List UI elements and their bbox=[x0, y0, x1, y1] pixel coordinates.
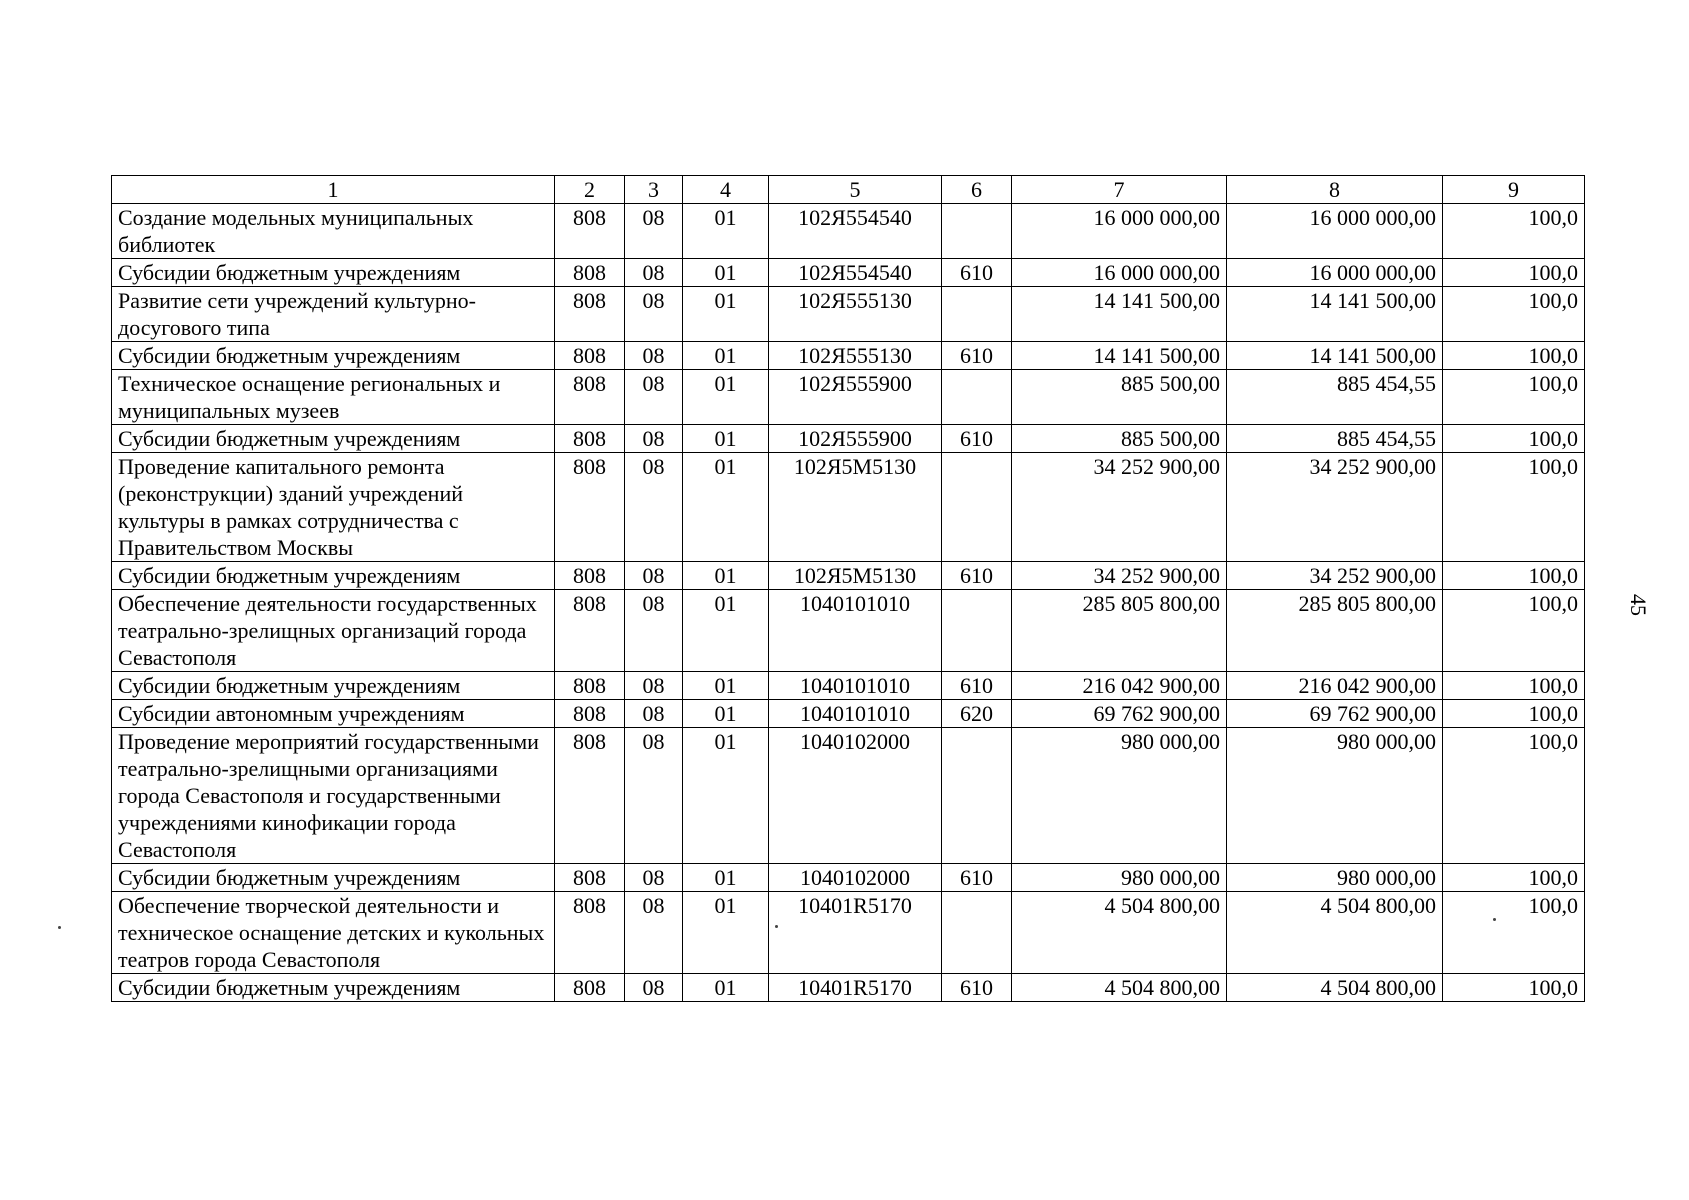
target-item-cell: 102Я555130 bbox=[769, 342, 942, 370]
section-cell: 08 bbox=[625, 204, 683, 259]
target-item-cell: 102Я555900 bbox=[769, 370, 942, 425]
expense-type-cell bbox=[942, 204, 1012, 259]
row-name-cell: Обеспечение творческой деятельности и техническое оснащение детских и кукольных театров города Севастополя bbox=[112, 892, 555, 974]
section-cell: 08 bbox=[625, 259, 683, 287]
target-item-cell: 102Я554540 bbox=[769, 204, 942, 259]
header-row bbox=[112, 176, 1585, 204]
scan-speck bbox=[1493, 918, 1496, 921]
header-cell: 4 bbox=[683, 176, 769, 204]
row-name-cell: Субсидии бюджетным учреждениям bbox=[112, 259, 555, 287]
target-item-cell: 1040102000 bbox=[769, 864, 942, 892]
row-name-cell: Субсидии автономным учреждениям bbox=[112, 700, 555, 728]
expense-type-cell bbox=[942, 892, 1012, 974]
target-item-cell: 1040102000 bbox=[769, 728, 942, 864]
percent-cell: 100,0 bbox=[1443, 370, 1585, 425]
actual-amount-cell: 216 042 900,00 bbox=[1227, 672, 1443, 700]
row-name-cell: Субсидии бюджетным учреждениям bbox=[112, 974, 555, 1002]
section-cell: 08 bbox=[625, 672, 683, 700]
row-name-cell: Развитие сети учреждений культурно-досугового типа bbox=[112, 287, 555, 342]
table-row bbox=[112, 453, 1585, 562]
subsection-cell: 01 bbox=[683, 287, 769, 342]
section-cell: 08 bbox=[625, 590, 683, 672]
header-cell: 7 bbox=[1012, 176, 1227, 204]
expense-type-cell bbox=[942, 728, 1012, 864]
expense-type-cell bbox=[942, 590, 1012, 672]
target-item-cell: 102Я5М5130 bbox=[769, 562, 942, 590]
table-row bbox=[112, 672, 1585, 700]
section-cell: 08 bbox=[625, 864, 683, 892]
expense-type-cell bbox=[942, 370, 1012, 425]
planned-amount-cell: 69 762 900,00 bbox=[1012, 700, 1227, 728]
target-item-cell: 102Я5М5130 bbox=[769, 453, 942, 562]
subsection-cell: 01 bbox=[683, 974, 769, 1002]
actual-amount-cell: 4 504 800,00 bbox=[1227, 974, 1443, 1002]
header-cell: 1 bbox=[112, 176, 555, 204]
header-cell: 5 bbox=[769, 176, 942, 204]
admin-code-cell: 808 bbox=[555, 287, 625, 342]
subsection-cell: 01 bbox=[683, 370, 769, 425]
admin-code-cell: 808 bbox=[555, 370, 625, 425]
target-item-cell: 10401R5170 bbox=[769, 892, 942, 974]
planned-amount-cell: 14 141 500,00 bbox=[1012, 287, 1227, 342]
expense-type-cell: 610 bbox=[942, 672, 1012, 700]
expense-type-cell: 610 bbox=[942, 974, 1012, 1002]
admin-code-cell: 808 bbox=[555, 259, 625, 287]
subsection-cell: 01 bbox=[683, 700, 769, 728]
table-row bbox=[112, 342, 1585, 370]
row-name-cell: Проведение капитального ремонта (реконструкции) зданий учреждений культуры в рамках сотрудничества с Правительством Москвы bbox=[112, 453, 555, 562]
section-cell: 08 bbox=[625, 892, 683, 974]
section-cell: 08 bbox=[625, 287, 683, 342]
actual-amount-cell: 34 252 900,00 bbox=[1227, 562, 1443, 590]
target-item-cell: 1040101010 bbox=[769, 590, 942, 672]
header-cell: 3 bbox=[625, 176, 683, 204]
subsection-cell: 01 bbox=[683, 672, 769, 700]
target-item-cell: 1040101010 bbox=[769, 672, 942, 700]
actual-amount-cell: 16 000 000,00 bbox=[1227, 204, 1443, 259]
section-cell: 08 bbox=[625, 728, 683, 864]
percent-cell: 100,0 bbox=[1443, 728, 1585, 864]
subsection-cell: 01 bbox=[683, 728, 769, 864]
row-name-cell: Субсидии бюджетным учреждениям bbox=[112, 425, 555, 453]
table-row bbox=[112, 562, 1585, 590]
table-row bbox=[112, 864, 1585, 892]
percent-cell: 100,0 bbox=[1443, 974, 1585, 1002]
row-name-cell: Обеспечение деятельности государственных театрально-зрелищных организаций города Севастополя bbox=[112, 590, 555, 672]
planned-amount-cell: 34 252 900,00 bbox=[1012, 562, 1227, 590]
planned-amount-cell: 4 504 800,00 bbox=[1012, 892, 1227, 974]
section-cell: 08 bbox=[625, 370, 683, 425]
planned-amount-cell: 14 141 500,00 bbox=[1012, 342, 1227, 370]
percent-cell: 100,0 bbox=[1443, 562, 1585, 590]
section-cell: 08 bbox=[625, 700, 683, 728]
percent-cell: 100,0 bbox=[1443, 259, 1585, 287]
table-row bbox=[112, 287, 1585, 342]
section-cell: 08 bbox=[625, 562, 683, 590]
row-name-cell: Создание модельных муниципальных библиотек bbox=[112, 204, 555, 259]
subsection-cell: 01 bbox=[683, 892, 769, 974]
admin-code-cell: 808 bbox=[555, 590, 625, 672]
actual-amount-cell: 16 000 000,00 bbox=[1227, 259, 1443, 287]
percent-cell: 100,0 bbox=[1443, 453, 1585, 562]
table-row bbox=[112, 259, 1585, 287]
admin-code-cell: 808 bbox=[555, 728, 625, 864]
planned-amount-cell: 34 252 900,00 bbox=[1012, 453, 1227, 562]
section-cell: 08 bbox=[625, 425, 683, 453]
planned-amount-cell: 216 042 900,00 bbox=[1012, 672, 1227, 700]
percent-cell: 100,0 bbox=[1443, 342, 1585, 370]
actual-amount-cell: 980 000,00 bbox=[1227, 864, 1443, 892]
subsection-cell: 01 bbox=[683, 259, 769, 287]
percent-cell: 100,0 bbox=[1443, 700, 1585, 728]
admin-code-cell: 808 bbox=[555, 864, 625, 892]
section-cell: 08 bbox=[625, 342, 683, 370]
target-item-cell: 102Я554540 bbox=[769, 259, 942, 287]
expense-type-cell: 610 bbox=[942, 425, 1012, 453]
row-name-cell: Субсидии бюджетным учреждениям bbox=[112, 342, 555, 370]
admin-code-cell: 808 bbox=[555, 204, 625, 259]
actual-amount-cell: 69 762 900,00 bbox=[1227, 700, 1443, 728]
subsection-cell: 01 bbox=[683, 590, 769, 672]
actual-amount-cell: 885 454,55 bbox=[1227, 370, 1443, 425]
admin-code-cell: 808 bbox=[555, 453, 625, 562]
target-item-cell: 1040101010 bbox=[769, 700, 942, 728]
subsection-cell: 01 bbox=[683, 562, 769, 590]
actual-amount-cell: 885 454,55 bbox=[1227, 425, 1443, 453]
row-name-cell: Техническое оснащение региональных и муниципальных музеев bbox=[112, 370, 555, 425]
actual-amount-cell: 285 805 800,00 bbox=[1227, 590, 1443, 672]
admin-code-cell: 808 bbox=[555, 700, 625, 728]
scan-speck bbox=[775, 925, 778, 928]
actual-amount-cell: 980 000,00 bbox=[1227, 728, 1443, 864]
table-row bbox=[112, 728, 1585, 864]
admin-code-cell: 808 bbox=[555, 425, 625, 453]
row-name-cell: Субсидии бюджетным учреждениям bbox=[112, 864, 555, 892]
expense-type-cell: 610 bbox=[942, 562, 1012, 590]
expense-type-cell: 610 bbox=[942, 864, 1012, 892]
expense-type-cell: 620 bbox=[942, 700, 1012, 728]
admin-code-cell: 808 bbox=[555, 974, 625, 1002]
expense-type-cell bbox=[942, 453, 1012, 562]
admin-code-cell: 808 bbox=[555, 892, 625, 974]
target-item-cell: 102Я555130 bbox=[769, 287, 942, 342]
header-cell: 9 bbox=[1443, 176, 1585, 204]
header-cell: 8 bbox=[1227, 176, 1443, 204]
subsection-cell: 01 bbox=[683, 342, 769, 370]
target-item-cell: 102Я555900 bbox=[769, 425, 942, 453]
target-item-cell: 10401R5170 bbox=[769, 974, 942, 1002]
percent-cell: 100,0 bbox=[1443, 892, 1585, 974]
table-row bbox=[112, 370, 1585, 425]
admin-code-cell: 808 bbox=[555, 672, 625, 700]
admin-code-cell: 808 bbox=[555, 342, 625, 370]
table-row bbox=[112, 590, 1585, 672]
actual-amount-cell: 14 141 500,00 bbox=[1227, 287, 1443, 342]
planned-amount-cell: 285 805 800,00 bbox=[1012, 590, 1227, 672]
planned-amount-cell: 16 000 000,00 bbox=[1012, 204, 1227, 259]
planned-amount-cell: 980 000,00 bbox=[1012, 728, 1227, 864]
subsection-cell: 01 bbox=[683, 864, 769, 892]
table-row bbox=[112, 425, 1585, 453]
section-cell: 08 bbox=[625, 974, 683, 1002]
planned-amount-cell: 885 500,00 bbox=[1012, 370, 1227, 425]
expense-type-cell bbox=[942, 287, 1012, 342]
expense-type-cell: 610 bbox=[942, 342, 1012, 370]
expense-type-cell: 610 bbox=[942, 259, 1012, 287]
admin-code-cell: 808 bbox=[555, 562, 625, 590]
table-row bbox=[112, 892, 1585, 974]
percent-cell: 100,0 bbox=[1443, 204, 1585, 259]
planned-amount-cell: 16 000 000,00 bbox=[1012, 259, 1227, 287]
actual-amount-cell: 14 141 500,00 bbox=[1227, 342, 1443, 370]
row-name-cell: Субсидии бюджетным учреждениям bbox=[112, 672, 555, 700]
actual-amount-cell: 34 252 900,00 bbox=[1227, 453, 1443, 562]
percent-cell: 100,0 bbox=[1443, 425, 1585, 453]
planned-amount-cell: 885 500,00 bbox=[1012, 425, 1227, 453]
page-number: 45 bbox=[1626, 594, 1651, 616]
header-cell: 6 bbox=[942, 176, 1012, 204]
table-row bbox=[112, 204, 1585, 259]
section-cell: 08 bbox=[625, 453, 683, 562]
subsection-cell: 01 bbox=[683, 204, 769, 259]
percent-cell: 100,0 bbox=[1443, 864, 1585, 892]
row-name-cell: Проведение мероприятий государственными театрально-зрелищными организациями города Севастополя и государственными учреждениями кинофикации города Севастополя bbox=[112, 728, 555, 864]
percent-cell: 100,0 bbox=[1443, 590, 1585, 672]
planned-amount-cell: 4 504 800,00 bbox=[1012, 974, 1227, 1002]
budget-table bbox=[111, 175, 1585, 1002]
row-name-cell: Субсидии бюджетным учреждениям bbox=[112, 562, 555, 590]
table-row bbox=[112, 974, 1585, 1002]
table-row bbox=[112, 700, 1585, 728]
percent-cell: 100,0 bbox=[1443, 672, 1585, 700]
scan-speck bbox=[58, 926, 61, 929]
subsection-cell: 01 bbox=[683, 425, 769, 453]
actual-amount-cell: 4 504 800,00 bbox=[1227, 892, 1443, 974]
percent-cell: 100,0 bbox=[1443, 287, 1585, 342]
header-cell: 2 bbox=[555, 176, 625, 204]
subsection-cell: 01 bbox=[683, 453, 769, 562]
planned-amount-cell: 980 000,00 bbox=[1012, 864, 1227, 892]
